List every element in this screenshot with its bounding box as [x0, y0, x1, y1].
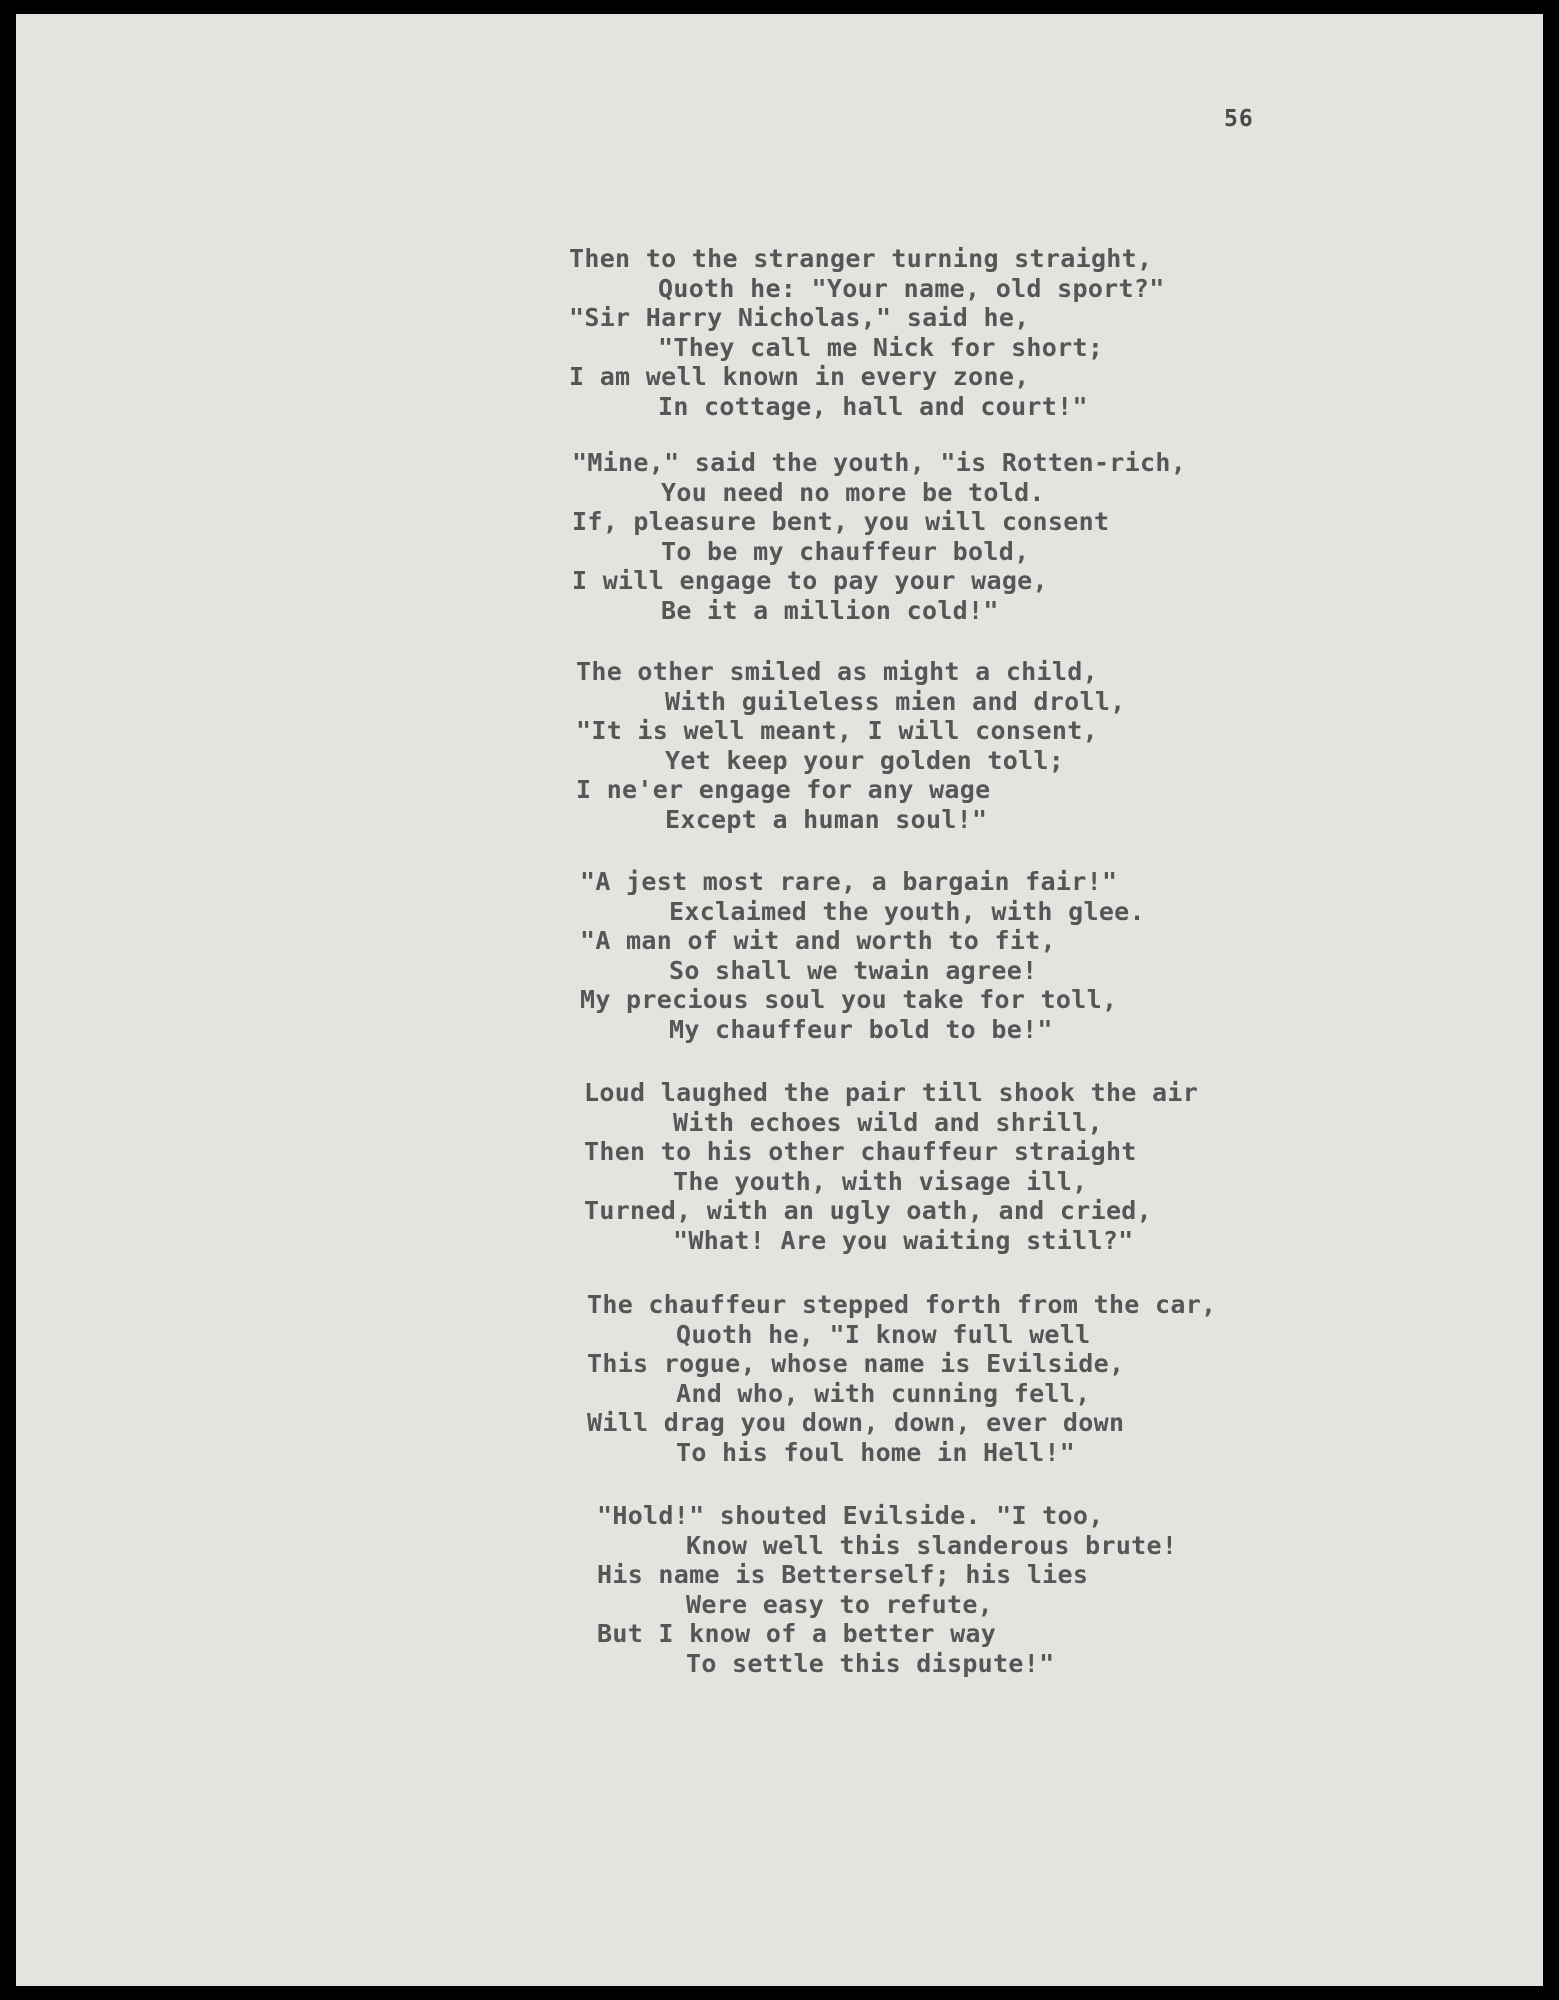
stanza — [597, 1501, 1397, 1678]
poem-body — [16, 14, 1543, 1986]
poem-line: So shall we twain agree! — [669, 955, 1038, 985]
poem-line: Will drag you down, down, ever down — [587, 1408, 1125, 1437]
poem-line: In cottage, hall and court!" — [658, 391, 1088, 421]
poem-line: Then to the stranger turning straight, — [569, 244, 1153, 273]
poem-line: I will engage to pay your wage, — [572, 566, 1048, 595]
stanza — [584, 1078, 1384, 1255]
page-number: 56 — [1224, 106, 1254, 132]
poem-line: Exclaimed the youth, with glee. — [669, 896, 1145, 926]
poem-line: Loud laughed the pair till shook the air — [584, 1078, 1199, 1107]
poem-line: Yet keep your golden toll; — [665, 745, 1065, 775]
poem-line: Quoth he: "Your name, old sport?" — [658, 273, 1165, 303]
poem-line: "What! Are you waiting still?" — [673, 1225, 1134, 1255]
poem-line: I ne'er engage for any wage — [576, 775, 991, 804]
poem-line: "A jest most rare, a bargain fair!" — [580, 867, 1118, 896]
poem-line: Except a human soul!" — [665, 804, 988, 834]
poem-line: To his foul home in Hell!" — [676, 1437, 1076, 1467]
stanza — [572, 448, 1372, 625]
poem-line: I am well known in every zone, — [569, 362, 1030, 391]
poem-line: "Sir Harry Nicholas," said he, — [569, 303, 1030, 332]
poem-line: Turned, with an ugly oath, and cried, — [584, 1196, 1152, 1225]
stanza — [587, 1290, 1387, 1467]
poem-line: With echoes wild and shrill, — [673, 1107, 1103, 1137]
poem-line: You need no more be told. — [661, 477, 1045, 507]
poem-line: The other smiled as might a child, — [576, 657, 1098, 686]
poem-line: To be my chauffeur bold, — [661, 536, 1030, 566]
poem-line: "A man of wit and worth to fit, — [580, 926, 1056, 955]
poem-line: "Mine," said the youth, "is Rotten-rich, — [572, 448, 1187, 477]
poem-line: If, pleasure bent, you will consent — [572, 507, 1110, 536]
poem-line: My precious soul you take for toll, — [580, 985, 1118, 1014]
stanza — [576, 657, 1376, 834]
poem-line: Quoth he, "I know full well — [676, 1319, 1091, 1349]
poem-line: The youth, with visage ill, — [673, 1166, 1088, 1196]
poem-line: Know well this slanderous brute! — [686, 1530, 1178, 1560]
poem-line: This rogue, whose name is Evilside, — [587, 1349, 1125, 1378]
poem-line: My chauffeur bold to be!" — [669, 1014, 1053, 1044]
poem-line: With guileless mien and droll, — [665, 686, 1126, 716]
poem-line: To settle this dispute!" — [686, 1648, 1055, 1678]
poem-line: But I know of a better way — [597, 1619, 997, 1648]
poem-line: Then to his other chauffeur straight — [584, 1137, 1137, 1166]
poem-line: "It is well meant, I will consent, — [576, 716, 1098, 745]
stanza — [569, 244, 1369, 421]
poem-line: Were easy to refute, — [686, 1589, 994, 1619]
typewritten-page — [16, 14, 1543, 1986]
poem-line: And who, with cunning fell, — [676, 1378, 1091, 1408]
poem-line: Be it a million cold!" — [661, 595, 999, 625]
stanza — [580, 867, 1380, 1044]
poem-line: "Hold!" shouted Evilside. "I too, — [597, 1501, 1104, 1530]
poem-line: The chauffeur stepped forth from the car, — [587, 1290, 1217, 1319]
poem-line: His name is Betterself; his lies — [597, 1560, 1089, 1589]
poem-line: "They call me Nick for short; — [658, 332, 1104, 362]
